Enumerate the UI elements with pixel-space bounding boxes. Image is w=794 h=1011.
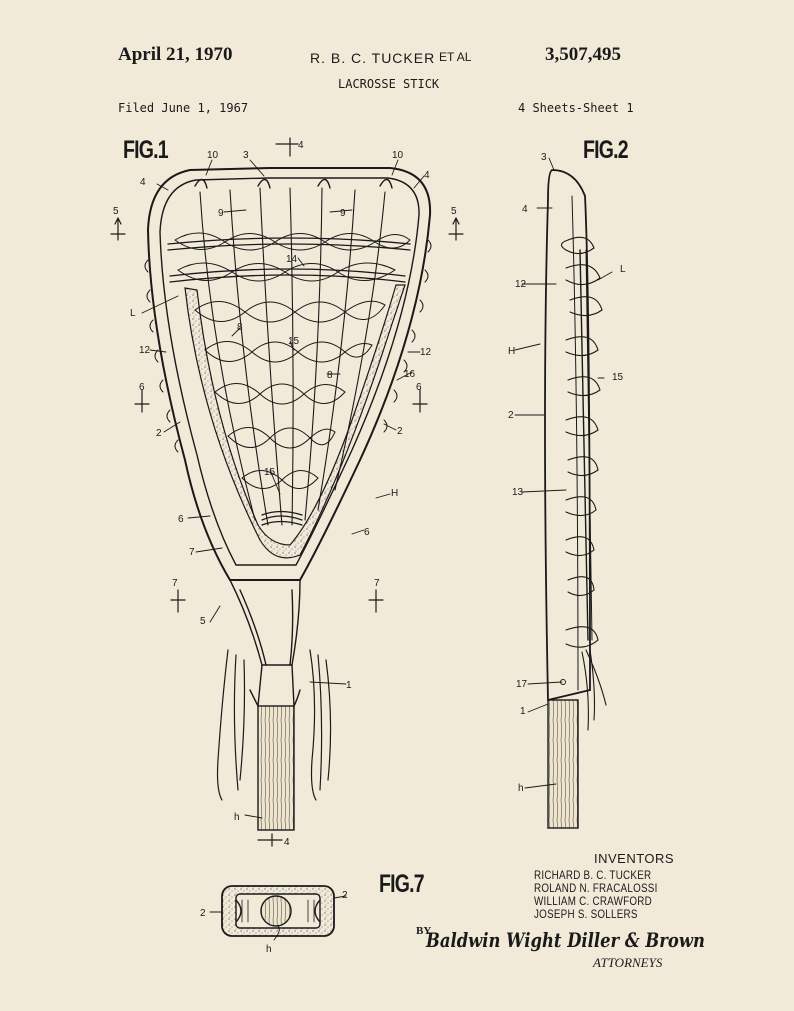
fig7-reference-label: 2 — [200, 908, 206, 919]
fig2-reference-label: 12 — [515, 279, 527, 290]
fig2-reference-label: H — [508, 346, 516, 357]
fig2-reference-label: L — [620, 264, 626, 275]
fig1-reference-label: 6 — [139, 382, 145, 393]
fig1-reference-label: 12 — [420, 347, 432, 358]
inventor-header: R. B. C. TUCKER — [310, 50, 436, 66]
inventor-name: RICHARD B. C. TUCKER — [534, 868, 652, 882]
fig2-reference-label: 15 — [612, 372, 624, 383]
fig1-handle — [258, 706, 294, 830]
fig1-reference-label: 15 — [288, 336, 300, 347]
fig1-reference-label: 12 — [139, 345, 151, 356]
fig1-reference-label: 2 — [397, 426, 403, 437]
patent-date: April 21, 1970 — [118, 44, 233, 65]
fig1-reference-label: 10 — [207, 150, 219, 161]
fig1-reference-label: 5 — [200, 616, 206, 627]
fig1-reference-label: 3 — [243, 150, 249, 161]
fig1-sidewall — [185, 285, 405, 558]
fig1-reference-label: H — [391, 488, 399, 499]
inventors-label: INVENTORS — [594, 851, 675, 866]
fig1-reference-label: L — [130, 308, 136, 319]
fig1-reference-label: 6 — [416, 382, 422, 393]
attorneys-label: ATTORNEYS — [593, 955, 663, 970]
fig2-reference-label: h — [518, 783, 524, 794]
fig1-reference-label: 8 — [237, 322, 243, 333]
fig1-reference-label: 8 — [327, 370, 333, 381]
patent-number: 3,507,495 — [545, 44, 621, 65]
fig7-handle-section — [261, 896, 291, 926]
fig2-reference-label: 1 — [520, 706, 526, 717]
filed-date: Filed June 1, 1967 — [118, 101, 249, 115]
inventor-name: JOSEPH S. SOLLERS — [534, 907, 638, 921]
fig1-reference-label: 7 — [374, 578, 380, 589]
by-label: BY — [416, 925, 432, 937]
fig1-reference-label: 6 — [178, 514, 184, 525]
sheet-count: 4 Sheets-Sheet 1 — [518, 101, 634, 115]
fig1-reference-label: 7 — [189, 547, 195, 558]
et-al-label: ET AL — [439, 50, 472, 64]
fig1-reference-label: 10 — [392, 150, 404, 161]
fig1-reference-label: 5 — [113, 206, 119, 217]
fig1-reference-label: 7 — [172, 578, 178, 589]
fig2-reference-label: 3 — [541, 152, 547, 163]
fig1-reference-label: 5 — [451, 206, 457, 217]
fig2-lacing — [561, 237, 606, 730]
fig7-label: FIG.7 — [379, 870, 424, 898]
fig1-reference-label: h — [234, 812, 240, 823]
inventor-name: WILLIAM C. CRAWFORD — [534, 894, 653, 908]
fig7-drawing — [210, 886, 346, 940]
fig1-reference-label: 9 — [218, 208, 224, 219]
fig1-reference-label: 4 — [140, 177, 146, 188]
fig2-handle — [548, 700, 578, 828]
fig2-label: FIG.2 — [583, 136, 628, 164]
attorney-signature: Baldwin Wight Diller & Brown — [426, 928, 705, 952]
fig1-reference-label: 14 — [286, 254, 298, 265]
fig1-reference-label: 9 — [340, 208, 346, 219]
fig1-reference-label: 6 — [364, 527, 370, 538]
fig1-reference-label: 4 — [424, 170, 430, 181]
inventor-name: ROLAND N. FRACALOSSI — [534, 881, 658, 895]
patent-title: LACROSSE STICK — [338, 77, 440, 91]
fig2-reference-label: 2 — [508, 410, 514, 421]
fig2-reference-label: 17 — [516, 679, 528, 690]
fig1-reference-label: 2 — [156, 428, 162, 439]
fig7-reference-label: h — [266, 944, 272, 955]
fig2-reference-label: 4 — [522, 204, 528, 215]
fig2-reference-labels — [508, 152, 626, 794]
fig1-label: FIG.1 — [123, 136, 168, 164]
fig1-reference-label: 4 — [284, 837, 290, 848]
fig1-drawing — [111, 138, 463, 846]
fig1-reference-label: 15 — [264, 467, 276, 478]
fig2-reference-label: 13 — [512, 487, 524, 498]
fig1-reference-label: 16 — [404, 369, 416, 380]
fig7-reference-label: 2 — [342, 890, 348, 901]
fig1-reference-label: 4 — [298, 140, 304, 151]
fig1-reference-label: 1 — [346, 680, 352, 691]
fig2-drawing — [515, 158, 612, 828]
